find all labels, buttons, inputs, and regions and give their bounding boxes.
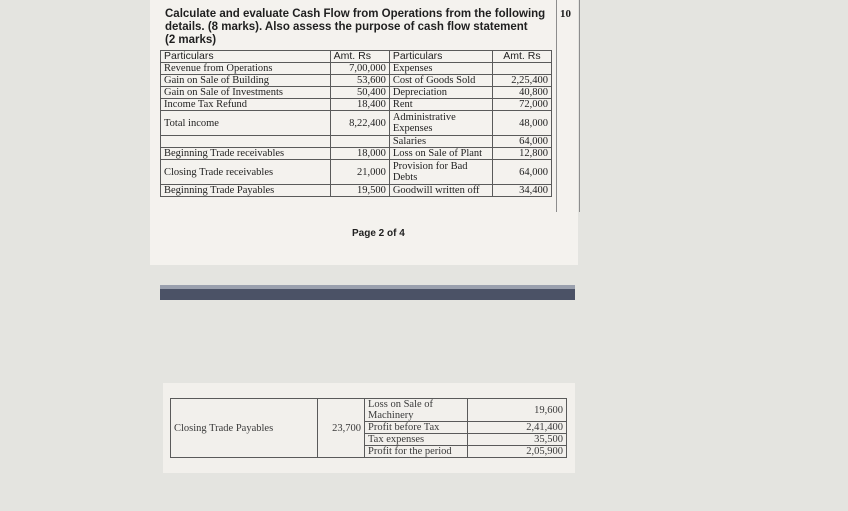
working-capital-label: Closing Trade Payables [171,399,318,458]
working-capital-amount: 23,700 [318,399,365,458]
summary-label: Tax expenses [365,434,468,446]
working-capital-label: Beginning Trade Payables [161,185,331,197]
question-line-1: Calculate and evaluate Cash Flow from Operations from the following [165,8,546,20]
summary-label: Profit before Tax [365,422,468,434]
expense-label: Loss on Sale of Plant [389,148,492,160]
table-row [171,399,567,422]
header-amount-right: Amt. Rs [492,51,551,63]
income-label: Gain on Sale of Investments [161,87,331,99]
header-particulars-left: Particulars [161,51,331,63]
expense-amount: 12,800 [492,148,551,160]
income-amount: 53,600 [330,75,389,87]
expense-label: Rent [389,99,492,111]
expense-amount: 64,000 [492,136,551,148]
income-amount: 8,22,400 [330,111,389,136]
table-row [161,99,552,111]
continued-data-table [170,398,567,458]
working-capital-label: Closing Trade receivables [161,160,331,185]
income-amount: 50,400 [330,87,389,99]
expense-amount: 40,800 [492,87,551,99]
expense-label: Loss on Sale of Machinery [365,399,468,422]
summary-label: Profit for the period [365,446,468,458]
header-particulars-right: Particulars [389,51,492,63]
financial-data-table [160,50,552,197]
expense-amount: 2,25,400 [492,75,551,87]
header-amount-left: Amt. Rs [330,51,389,63]
empty-cell [492,63,551,75]
table-row [161,87,552,99]
expense-label: Goodwill written off [389,185,492,197]
expense-label: Depreciation [389,87,492,99]
income-label: Revenue from Operations [161,63,331,75]
summary-amount: 2,05,900 [468,446,567,458]
income-label: Income Tax Refund [161,99,331,111]
expenses-heading: Expenses [389,63,492,75]
table-row [161,111,552,136]
table-row [161,136,552,148]
table-row [161,160,552,185]
expense-amount: 64,000 [492,160,551,185]
empty-cell [330,136,389,148]
expense-label: Salaries [389,136,492,148]
expense-amount: 72,000 [492,99,551,111]
working-capital-amount: 19,500 [330,185,389,197]
table-row [161,63,552,75]
working-capital-amount: 21,000 [330,160,389,185]
expense-label: Administrative Expenses [389,111,492,136]
income-amount: 18,400 [330,99,389,111]
working-capital-label: Beginning Trade receivables [161,148,331,160]
table-header-row [161,51,552,63]
question-text [165,8,555,47]
page-separator-band [160,289,575,300]
expense-amount: 34,400 [492,185,551,197]
working-capital-amount: 18,000 [330,148,389,160]
summary-amount: 2,41,400 [468,422,567,434]
table-row [161,75,552,87]
question-marks: 10 [560,8,571,20]
empty-cell [161,136,331,148]
marks-column [556,0,580,212]
income-label: Gain on Sale of Building [161,75,331,87]
expense-amount: 48,000 [492,111,551,136]
expense-amount: 19,600 [468,399,567,422]
question-line-3: (2 marks) [165,34,217,46]
expense-label: Provision for Bad Debts [389,160,492,185]
expense-label: Cost of Goods Sold [389,75,492,87]
table-row [161,148,552,160]
income-amount: 7,00,000 [330,63,389,75]
page-number: Page 2 of 4 [352,228,405,239]
income-label: Total income [161,111,331,136]
summary-amount: 35,500 [468,434,567,446]
table-row [161,185,552,197]
question-line-2: details. (8 marks). Also assess the purpose of cash flow statement [165,21,528,33]
